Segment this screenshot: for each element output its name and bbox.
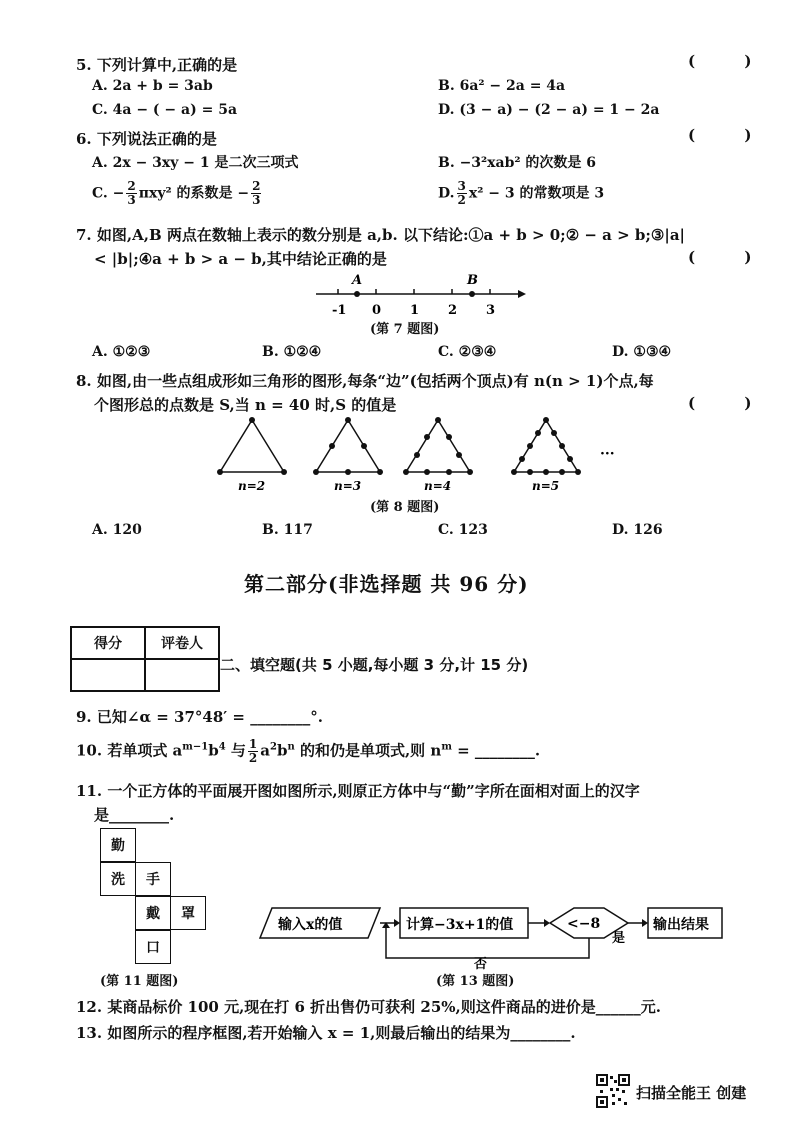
triangle-n2: [220, 420, 284, 472]
triangle-n5: [514, 420, 578, 472]
condition-label: <−8: [567, 916, 601, 932]
section-2-title: 第二部分(非选择题 共 96 分): [244, 572, 529, 596]
yes-label: 是: [612, 931, 626, 946]
q6-option-d: D. $\frac{3}{2}$ x² − 3 的常数项是 3: [438, 179, 605, 207]
label-a: A: [352, 273, 363, 288]
q9: 9. 已知∠α = 37°48′ = ________°.: [76, 708, 323, 726]
q7-answer-paren: ( ): [688, 248, 774, 266]
q5-option-d: D. (3 − a) − (2 − a) = 1 − 2a: [438, 102, 660, 118]
label-b: B: [467, 273, 478, 288]
tick-label: 0: [372, 303, 382, 318]
point-a: [354, 291, 360, 297]
cube-face: 洗: [100, 862, 136, 896]
q7-line1: 7. 如图,A,B 两点在数轴上表示的数分别是 a,b. 以下结论:①a + b > 0;② − a > b;③|a|: [76, 226, 686, 244]
cube-face: 手: [135, 862, 171, 896]
q7-option-d: D. ①③④: [612, 344, 672, 360]
tick-label: -1: [332, 303, 347, 318]
q11-caption: (第 11 题图): [100, 974, 179, 989]
q7-option-a: A. ①②③: [92, 344, 151, 360]
output-label: 输出结果: [653, 917, 709, 933]
q5-option-a: A. 2a + b = 3ab: [92, 78, 213, 94]
q6-option-a: A. 2x − 3xy − 1 是二次三项式: [92, 155, 299, 171]
triangle-n4: [406, 420, 470, 472]
n-label: n=5: [532, 479, 560, 493]
q6-answer-paren: ( ): [688, 126, 774, 144]
no-label: 否: [474, 957, 488, 970]
q8-line1: 8. 如图,由一些点组成形如三角形的图形,每条“边”(包括两个顶点)有 n(n > 1)个点,每: [76, 372, 654, 390]
grader-cell: [145, 659, 219, 691]
q13-caption: (第 13 题图): [436, 974, 515, 989]
cube-face: 戴: [135, 896, 171, 930]
number-line-figure: [310, 270, 530, 320]
triangle-dots-figure: [210, 412, 630, 494]
n-label: n=4: [424, 479, 452, 493]
q5-answer-paren: ( ): [688, 52, 774, 70]
q11-line2: 是________.: [94, 806, 175, 824]
q8-option-d: D. 126: [612, 522, 663, 538]
point-b: [469, 291, 475, 297]
q7-option-b: B. ①②④: [262, 344, 322, 360]
q6-stem: 6. 下列说法正确的是: [76, 130, 217, 148]
score-header: 得分: [71, 627, 145, 659]
fill-in-section-title: 二、填空题(共 5 小题,每小题 3 分,计 15 分): [220, 656, 529, 674]
q8-option-c: C. 123: [438, 522, 488, 538]
n-label: n=2: [238, 479, 266, 493]
tick-label: 2: [448, 303, 458, 318]
q11-line1: 11. 一个正方体的平面展开图如图所示,则原正方体中与“勤”字所在面相对面上的汉字: [76, 782, 640, 800]
score-cell: [71, 659, 145, 691]
q8-option-a: A. 120: [92, 522, 142, 538]
q8-caption: (第 8 题图): [370, 500, 440, 515]
tick-label: 3: [486, 303, 496, 318]
ellipsis: ···: [600, 446, 615, 462]
score-table: [70, 626, 220, 692]
q13: 13. 如图所示的程序框图,若开始输入 x = 1,则最后输出的结果为________.: [76, 1024, 576, 1042]
q8-answer-paren: ( ): [688, 394, 774, 412]
number-line-arrow: [518, 290, 526, 298]
q12: 12. 某商品标价 100 元,现在打 6 折出售仍可获利 25%,则这件商品的进价是______元.: [76, 998, 661, 1016]
input-label: 输入x的值: [278, 917, 343, 933]
q5-option-b: B. 6a² − 2a = 4a: [438, 78, 566, 94]
flowchart-figure: [258, 900, 728, 970]
n-label: n=3: [334, 479, 362, 493]
triangle-dots: [217, 417, 581, 475]
q7-line2: < |b|;④a + b > a − b,其中结论正确的是: [94, 250, 387, 268]
cube-face: 勤: [100, 828, 136, 862]
triangle-n3: [316, 420, 380, 472]
q5-stem: 5. 下列计算中,正确的是: [76, 56, 238, 74]
q6-option-b: B. −3²xab² 的次数是 6: [438, 155, 597, 171]
qr-code-icon: [596, 1074, 630, 1108]
watermark-text: 扫描全能王 创建: [636, 1084, 747, 1102]
q7-caption: (第 7 题图): [370, 322, 440, 337]
cube-face: 罩: [170, 896, 206, 930]
q8-option-b: B. 117: [262, 522, 313, 538]
tick-label: 1: [410, 303, 420, 318]
q7-option-c: C. ②③④: [438, 344, 497, 360]
compute-label: 计算−3x+1的值: [406, 917, 514, 933]
q5-option-c: C. 4a − ( − a) = 5a: [92, 102, 238, 118]
grader-header: 评卷人: [145, 627, 219, 659]
q10: 10. 若单项式 $a^{m-1}b^4$ 与 $\frac{1}{2}$ $a^2b^n$ 的和仍是单项式,则 $n^m$ = ________.: [76, 737, 541, 765]
q6-option-c: C. − $\frac{2}{3}$ πxy² 的系数是 − $\frac{2}{3}$: [92, 179, 261, 207]
cube-face: 口: [135, 930, 171, 964]
q8-line2: 个图形总的点数是 S,当 n = 40 时,S 的值是: [94, 396, 397, 414]
